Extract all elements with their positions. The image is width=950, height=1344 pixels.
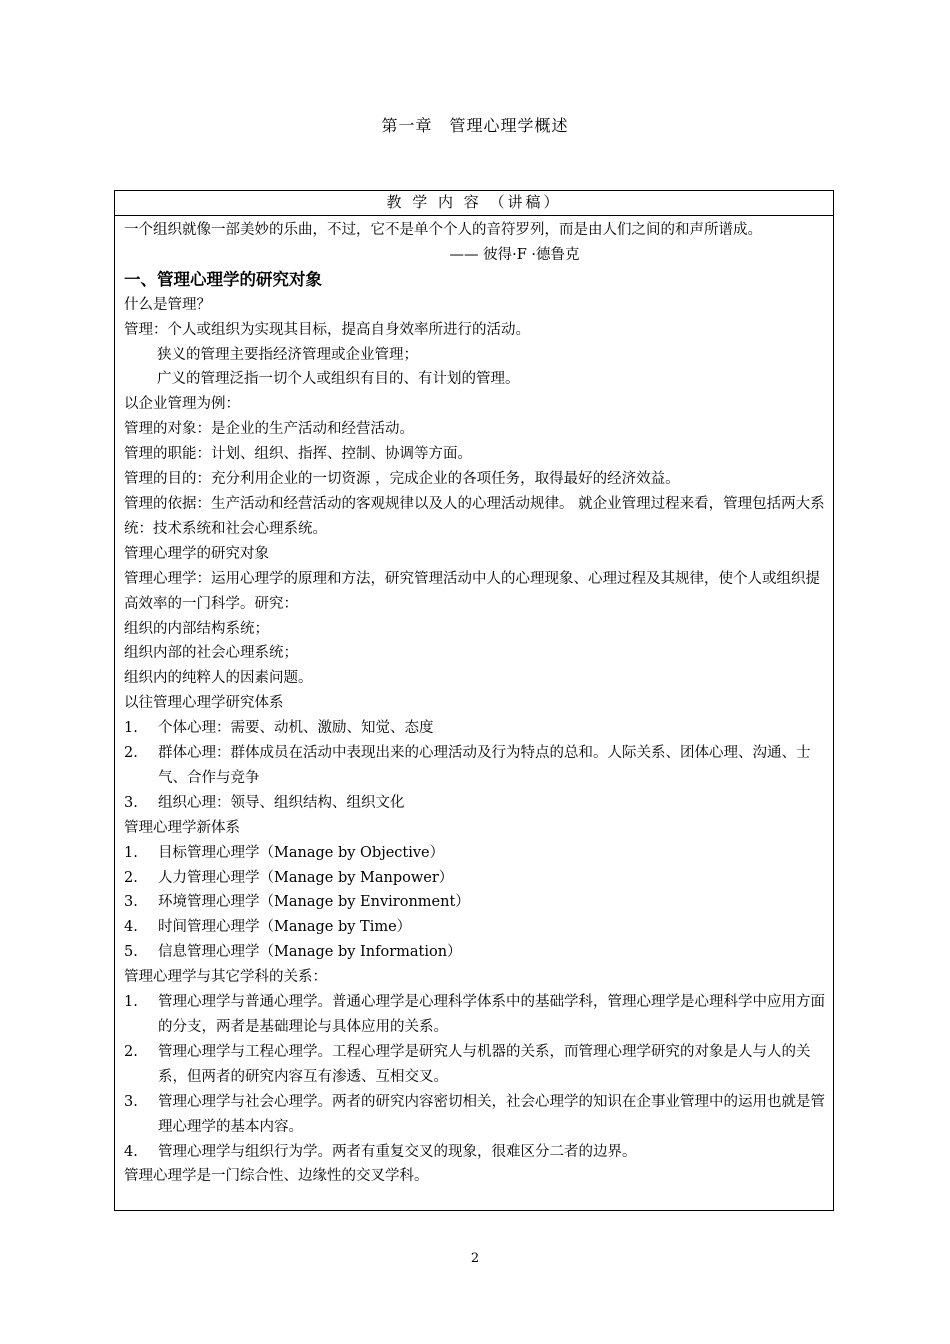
paragraph: 组织内部的社会心理系统； bbox=[124, 645, 298, 662]
paragraph: 以企业管理为例： bbox=[124, 396, 240, 413]
paragraph: 管理的职能：计划、组织、指挥、控制、协调等方面。 bbox=[124, 446, 472, 463]
epigraph: 一个组织就像一部美妙的乐曲，不过，它不是单个个人的音符罗列，而是由人们之间的和声所谱成。 bbox=[124, 222, 762, 238]
list-text: 组织心理：领导、组织结构、组织文化 bbox=[158, 794, 405, 811]
list-number: 2. bbox=[124, 869, 138, 886]
list-number: 4. bbox=[124, 919, 138, 936]
list-number: 3. bbox=[124, 794, 138, 811]
list-item bbox=[124, 866, 825, 891]
epigraph-author: —— 彼得·F ·德鲁克 bbox=[449, 246, 580, 263]
list-item bbox=[124, 940, 825, 965]
lecture-content-table bbox=[114, 190, 834, 1211]
list-number: 5. bbox=[124, 944, 138, 961]
paragraph: 组织内的纯粹人的因素问题。 bbox=[124, 670, 313, 687]
paragraph: 管理的依据：生产活动和经营活动的客观规律以及人的心理活动规律。 就企业管理过程来看，管理包括两大系统：技术系统和社会心理系统。 bbox=[124, 495, 825, 537]
list-text: 目标管理心理学（Manage by Objective） bbox=[158, 844, 445, 861]
paragraph: 广义的管理泛指一切个人或组织有目的、有计划的管理。 bbox=[157, 371, 520, 388]
list-item bbox=[124, 915, 825, 940]
list-text: 群体心理：群体成员在活动中表现出来的心理活动及行为特点的总和。人际关系、团体心理、沟通、士气、合作与竞争 bbox=[158, 745, 811, 786]
list-text: 时间管理心理学（Manage by Time） bbox=[158, 919, 412, 936]
list-number: 1. bbox=[124, 844, 138, 861]
list-number: 3. bbox=[124, 894, 138, 911]
paragraph: 管理心理学与其它学科的关系： bbox=[124, 969, 327, 986]
list-item bbox=[124, 1040, 825, 1090]
list-text: 信息管理心理学（Manage by Information） bbox=[158, 944, 462, 961]
paragraph: 管理：个人或组织为实现其目标，提高自身效率所进行的活动。 bbox=[124, 321, 530, 338]
list-number: 3. bbox=[124, 1093, 138, 1110]
list-text: 管理心理学与组织行为学。两者有重复交叉的现象，很难区分二者的边界。 bbox=[158, 1143, 637, 1160]
list-number: 2. bbox=[124, 1043, 138, 1060]
list-item bbox=[124, 1090, 825, 1140]
list-text: 管理心理学与普通心理学。普通心理学是心理科学体系中的基础学科，管理心理学是心理科学中应用方面的分支，两者是基础理论与具体应用的关系。 bbox=[158, 994, 825, 1035]
list-item bbox=[124, 716, 825, 741]
section-heading: 一、管理心理学的研究对象 bbox=[124, 269, 322, 289]
page-number: 2 bbox=[470, 1251, 480, 1266]
list-item bbox=[124, 841, 825, 866]
list-text: 环境管理心理学（Manage by Environment） bbox=[158, 894, 470, 911]
paragraph: 管理心理学新体系 bbox=[124, 819, 240, 836]
paragraph: 管理心理学是一门综合性、边缘性的交叉学科。 bbox=[124, 1168, 429, 1185]
list-number: 4. bbox=[124, 1143, 138, 1160]
paragraph: 狭义的管理主要指经济管理或企业管理； bbox=[157, 346, 418, 363]
chapter-title: 第一章 管理心理学概述 bbox=[381, 116, 569, 135]
list-item bbox=[124, 990, 825, 1040]
lecture-body bbox=[115, 216, 833, 1189]
list-number: 1. bbox=[124, 720, 138, 737]
list-number: 2. bbox=[124, 745, 138, 762]
paragraph: 管理的目的：充分利用企业的一切资源 ，完成企业的各项任务，取得最好的经济效益。 bbox=[124, 471, 680, 488]
list-text: 管理心理学与工程心理学。工程心理学是研究人与机器的关系，而管理心理学研究的对象是人与人的关系，但两者的研究内容互有渗透、互相交叉。 bbox=[158, 1043, 811, 1085]
paragraph: 管理心理学：运用心理学的原理和方法，研究管理活动中人的心理现象、心理过程及其规律，使个人或组织提高效率的一门科学。研究： bbox=[124, 570, 820, 612]
list-item bbox=[124, 741, 825, 791]
list-text: 管理心理学与社会心理学。两者的研究内容密切相关，社会心理学的知识在企事业管理中的运用也就是管理心理学的基本内容。 bbox=[158, 1093, 825, 1135]
list-item bbox=[124, 890, 825, 915]
paragraph: 管理的对象：是企业的生产活动和经营活动。 bbox=[124, 421, 414, 438]
paragraph: 以往管理心理学研究体系 bbox=[124, 695, 284, 712]
list-item bbox=[124, 791, 825, 816]
table-header: 教 学 内 容 （讲稿） bbox=[115, 191, 833, 216]
list-number: 1. bbox=[124, 994, 138, 1011]
paragraph: 组织的内部结构系统； bbox=[124, 620, 269, 637]
paragraph: 什么是管理？ bbox=[124, 296, 211, 313]
list-text: 人力管理心理学（Manage by Manpower） bbox=[158, 869, 454, 886]
paragraph: 管理心理学的研究对象 bbox=[124, 545, 269, 562]
list-text: 个体心理：需要、动机、激励、知觉、态度 bbox=[158, 720, 434, 737]
list-item bbox=[124, 1140, 825, 1165]
